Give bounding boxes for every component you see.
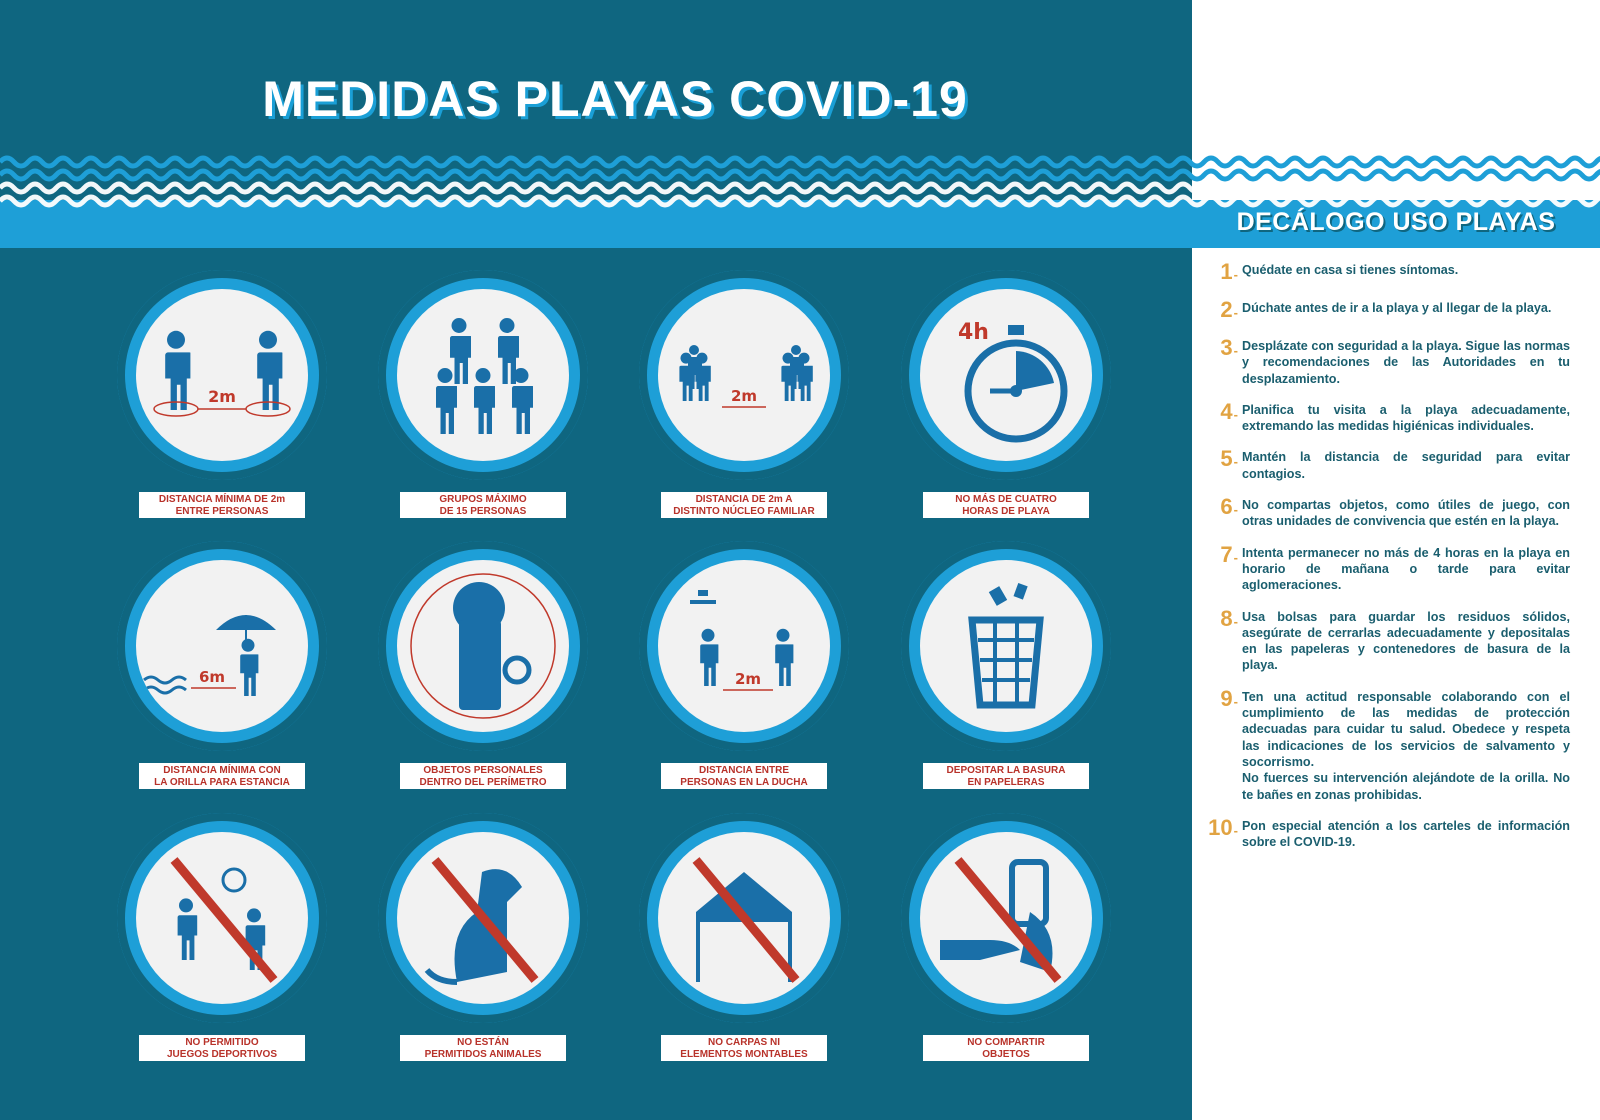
family-groups-distance-icon — [658, 289, 830, 461]
svg-text:4h: 4h — [958, 320, 989, 345]
item-number: 1 - — [1200, 262, 1238, 285]
measure-no-sharing — [891, 813, 1121, 1083]
measure-label: NO ESTÁN PERMITIDOS ANIMALES — [400, 1035, 566, 1061]
decalogue-title: DECÁLOGO USO PLAYAS — [1236, 208, 1556, 236]
beach-items-icon — [397, 560, 569, 732]
measure-label: NO CARPAS NI ELEMENTOS MONTABLES — [661, 1035, 827, 1061]
svg-text:2m: 2m — [734, 670, 762, 688]
item-text: Quédate en casa si tienes síntomas. — [1242, 263, 1459, 277]
decalogue-item — [1200, 297, 1570, 323]
measure-shower — [629, 541, 859, 811]
measure-no-dogs — [368, 813, 598, 1083]
item-number: 5 - — [1200, 449, 1238, 482]
shower-icon — [658, 560, 830, 732]
no-dogs-icon — [397, 832, 569, 1004]
item-text: Dúchate antes de ir a la playa y al llegar de la playa. — [1242, 301, 1552, 315]
item-text: No compartas objetos, como útiles de juego, con otras unidades de convivencia que estén en la playa. — [1242, 498, 1570, 529]
item-text: Pon especial atención a los carteles de información sobre el COVID-19. — [1242, 818, 1570, 850]
measure-family-groups-distance — [629, 270, 859, 540]
measure-label: DISTANCIA MÍNIMA DE 2m ENTRE PERSONAS — [139, 492, 305, 518]
item-number: 10 - — [1200, 818, 1238, 851]
measure-label: OBJETOS PERSONALES DENTRO DEL PERÍMETRO — [400, 763, 566, 789]
decalogue-item — [1200, 605, 1570, 674]
no-ball-games-icon — [136, 832, 308, 1004]
item-text: Desplázate con seguridad a la playa. Sigue las normas y recomendaciones de las Autoridades en tu desplazamiento. — [1242, 339, 1570, 386]
svg-text:6m: 6m — [198, 668, 226, 686]
decalogue-item — [1200, 814, 1570, 851]
item-text: Intenta permanecer no más de 4 horas en la playa en horario de mañana o tarde para evitar aglomeraciones. — [1242, 545, 1570, 593]
measure-label: DISTANCIA ENTRE PERSONAS EN LA DUCHA — [661, 763, 827, 789]
item-text: Mantén la distancia de seguridad para evitar contagios. — [1242, 450, 1570, 481]
measure-no-ball-games — [107, 813, 337, 1083]
measure-trash-bin — [891, 541, 1121, 811]
decalogue-item — [1200, 541, 1570, 594]
decalogue-item — [1200, 398, 1570, 435]
measure-two-people-distance — [107, 270, 337, 540]
decalogue-item — [1200, 494, 1570, 530]
measure-stopwatch — [891, 270, 1121, 540]
decalogue-list — [1200, 259, 1570, 865]
shore-umbrella-icon — [136, 560, 308, 732]
svg-text:2m: 2m — [730, 387, 758, 405]
item-text: Usa bolsas para guardar los residuos sólidos, asegúrate de cerrarlas adecuadamente y depositalas en las papeleras y contenedores de basura de la playa. — [1242, 609, 1570, 673]
decalogue-item — [1200, 335, 1570, 387]
item-text: Planifica tu visita a la playa adecuadamente, extremando las medidas higiénicas individuales. — [1242, 402, 1570, 434]
item-number: 3 - — [1200, 338, 1238, 387]
svg-text:2m: 2m — [208, 387, 236, 406]
no-sharing-icon — [920, 832, 1092, 1004]
decalogue-item — [1200, 446, 1570, 482]
measure-label: NO PERMITIDO JUEGOS DEPORTIVOS — [139, 1035, 305, 1061]
item-number: 2 - — [1200, 300, 1238, 323]
measure-label: DISTANCIA DE 2m A DISTINTO NÚCLEO FAMILIAR — [661, 492, 827, 518]
measure-label: NO MÁS DE CUATRO HORAS DE PLAYA — [923, 492, 1089, 518]
measure-label: DEPOSITAR LA BASURA EN PAPELERAS — [923, 763, 1089, 789]
measure-label: GRUPOS MÁXIMO DE 15 PERSONAS — [400, 492, 566, 518]
page-title: MEDIDAS PLAYAS COVID-19 — [262, 71, 968, 127]
measure-beach-items — [368, 541, 598, 811]
measure-label: DISTANCIA MÍNIMA CON LA ORILLA PARA ESTANCIA — [139, 763, 305, 789]
measure-group — [368, 270, 598, 540]
item-number: 6 - — [1200, 497, 1238, 530]
item-text: Ten una actitud responsable colaborando con el cumplimiento de las medidas de protección adecuadas para cuidar tu salud. Obedece y respeta las indicaciones de los servicios de salvamento y socorrismo. No fuerces su intervención alejándote de la orilla. No te bañes en zonas prohibidas. — [1242, 689, 1570, 802]
item-number: 9 - — [1200, 689, 1238, 803]
measure-label: NO COMPARTIR OBJETOS — [923, 1035, 1089, 1061]
group-icon — [397, 289, 569, 461]
decalogue-item — [1200, 259, 1570, 285]
item-number: 4 - — [1200, 402, 1238, 435]
measure-no-tents — [629, 813, 859, 1083]
no-tents-icon — [658, 832, 830, 1004]
decalogue-item — [1200, 685, 1570, 803]
stopwatch-icon — [920, 289, 1092, 461]
measure-shore-umbrella — [107, 541, 337, 811]
two-people-distance-icon — [136, 289, 308, 461]
trash-bin-icon — [920, 560, 1092, 732]
item-number: 7 - — [1200, 545, 1238, 594]
item-number: 8 - — [1200, 609, 1238, 674]
